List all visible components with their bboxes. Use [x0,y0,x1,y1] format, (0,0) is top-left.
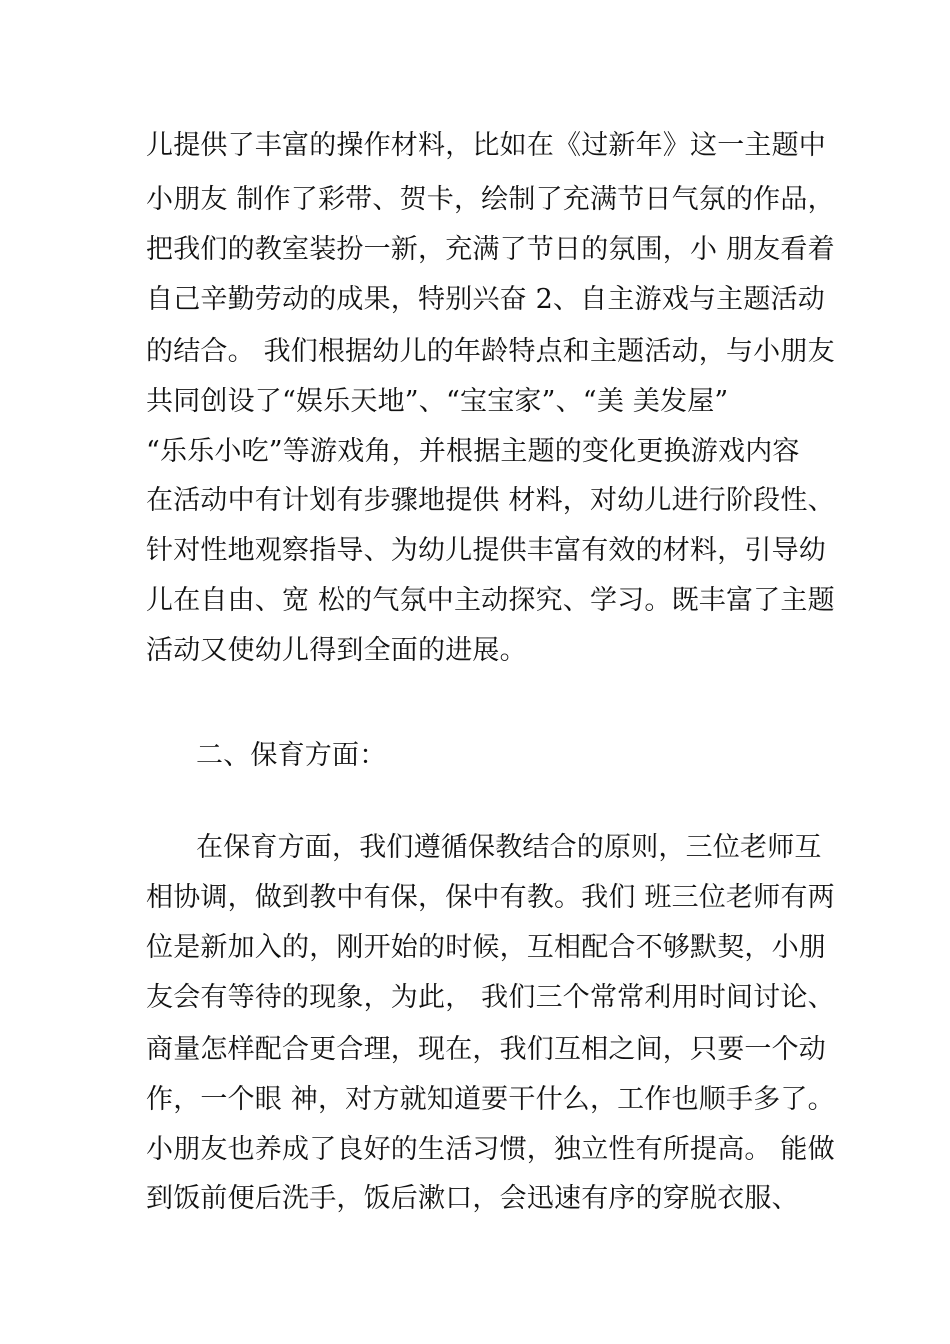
paragraph-1-line-7: “乐乐小吃”等游戏角，并根据主题的变化更换游戏内容 [146,436,800,467]
paragraph-1-line-5: 的结合。 我们根据幼儿的年龄特点和主题活动，与小朋友 [146,336,835,367]
paragraph-2-line-4: 友会有等待的现象，为此， 我们三个常常利用时间讨论、 [146,982,835,1013]
paragraph-1-line-8: 在活动中有计划有步骤地提供 材料，对幼儿进行阶段性、 [146,485,835,516]
paragraph-1-line-9: 针对性地观察指导、为幼儿提供丰富有效的材料，引导幼 [146,535,826,566]
paragraph-1-line-6: 共同创设了“娱乐天地”、“宝宝家”、“美 美发屋” [146,386,729,417]
paragraph-1-line-1: 儿提供了丰富的操作材料，比如在《过新年》这一主题中 [146,130,826,161]
paragraph-2-line-6: 作，一个眼 神，对方就知道要干什么，工作也顺手多了。 [146,1084,835,1115]
paragraph-1-line-11: 活动又使幼儿得到全面的进展。 [146,635,527,666]
paragraph-2-line-1: 在保育方面，我们遵循保教结合的原则，三位老师互 [196,832,822,863]
paragraph-2-line-7: 小朋友也养成了良好的生活习惯，独立性有所提高。 能做 [146,1134,835,1165]
paragraph-2-line-5: 商量怎样配合更合理，现在，我们互相之间，只要一个动 [146,1034,826,1065]
paragraph-2-line-8: 到饭前便后洗手，饭后漱口，会迅速有序的穿脱衣服、 [146,1183,799,1214]
paragraph-1-line-4: 自己辛勤劳动的成果，特别兴奋 2、自主游戏与主题活动 [146,284,825,315]
paragraph-1-line-2: 小朋友 制作了彩带、贺卡，绘制了充满节日气氛的作品， [146,184,835,215]
section-heading: 二、保育方面： [196,740,387,771]
paragraph-1-line-10: 儿在自由、宽 松的气氛中主动探究、学习。既丰富了主题 [146,585,835,616]
paragraph-1-line-3: 把我们的教室装扮一新，充满了节日的氛围，小 朋友看着 [146,234,835,265]
paragraph-2-line-3: 位是新加入的，刚开始的时候，互相配合不够默契，小朋 [146,932,826,963]
paragraph-2-line-2: 相协调，做到教中有保，保中有教。我们 班三位老师有两 [146,882,835,913]
